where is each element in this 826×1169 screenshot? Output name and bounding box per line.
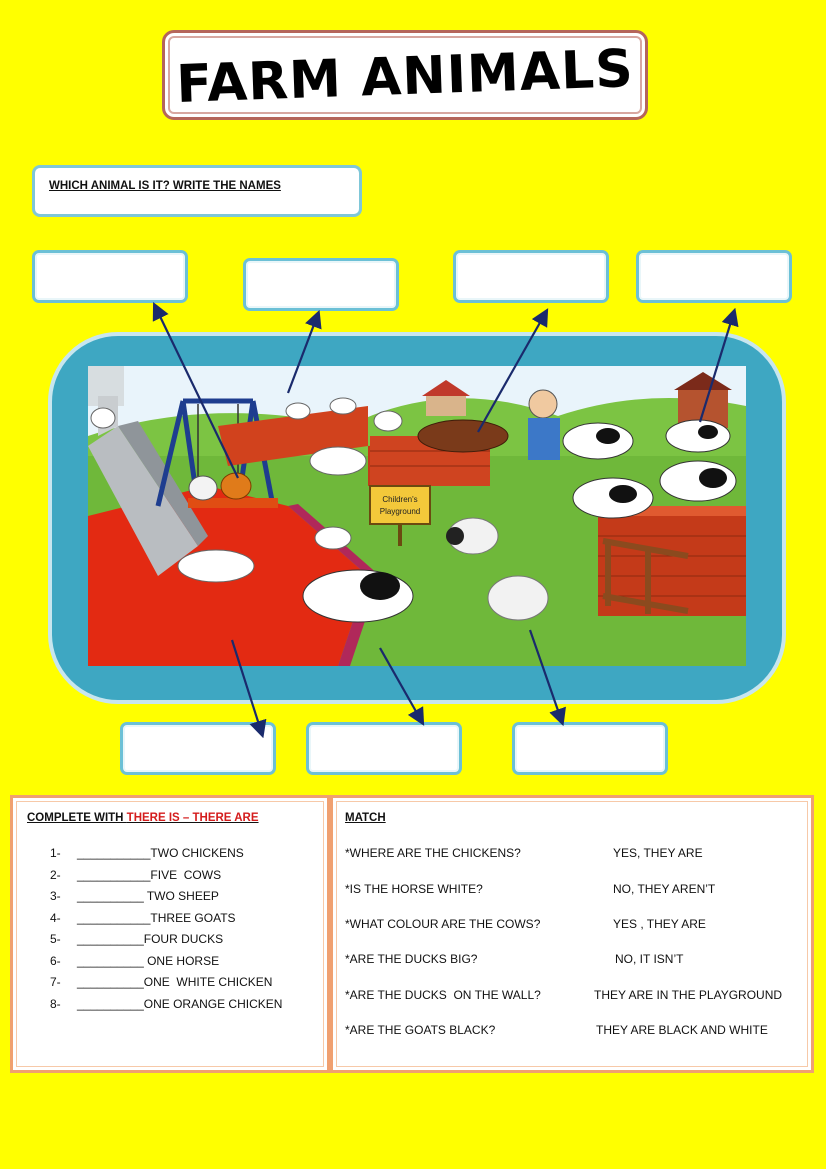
complete-item-text: __________ TWO SHEEP <box>77 889 219 903</box>
complete-item-text: ___________THREE GOATS <box>77 911 236 925</box>
match-question: *WHAT COLOUR ARE THE COWS? <box>345 917 541 931</box>
complete-item-number: 4- <box>50 911 61 925</box>
complete-item-text: __________ ONE HORSE <box>77 954 220 968</box>
match-answer: THEY ARE BLACK AND WHITE <box>596 1023 768 1037</box>
complete-heading <box>27 812 259 824</box>
match-question: *ARE THE DUCKS ON THE WALL? <box>345 988 541 1002</box>
match-panel <box>330 795 814 1073</box>
complete-item-text: __________ONE ORANGE CHICKEN <box>77 997 283 1011</box>
match-answer: YES , THEY ARE <box>613 917 706 931</box>
complete-item-number: 2- <box>50 868 61 882</box>
match-question: *ARE THE GOATS BLACK? <box>345 1023 496 1037</box>
page-title: FARM ANIMALS <box>175 39 635 115</box>
complete-item-text: __________FOUR DUCKS <box>77 932 224 946</box>
complete-heading-red: THERE IS – THERE ARE <box>126 812 259 824</box>
match-heading: MATCH <box>345 812 386 824</box>
complete-item-number: 7- <box>50 975 61 989</box>
sign-line-1: Children's <box>382 495 418 504</box>
complete-item-number: 3- <box>50 889 61 903</box>
complete-item-number: 6- <box>50 954 61 968</box>
instruction-text: WHICH ANIMAL IS IT? WRITE THE NAMES <box>49 180 281 192</box>
match-question: *IS THE HORSE WHITE? <box>345 882 483 896</box>
match-question: *WHERE ARE THE CHICKENS? <box>345 846 521 860</box>
complete-item-text: __________ONE WHITE CHICKEN <box>77 975 273 989</box>
match-answer: YES, THEY ARE <box>613 846 703 860</box>
complete-item-number: 1- <box>50 846 61 860</box>
complete-item-text: ___________TWO CHICKENS <box>77 846 244 860</box>
complete-item-number: 5- <box>50 932 61 946</box>
complete-item-text: ___________FIVE COWS <box>77 868 222 882</box>
match-answer: NO, IT ISN’T <box>615 952 684 966</box>
complete-panel <box>10 795 330 1073</box>
complete-heading-prefix: COMPLETE WITH <box>27 812 127 824</box>
match-answer: THEY ARE IN THE PLAYGROUND <box>594 988 783 1002</box>
complete-item-number: 8- <box>50 997 61 1011</box>
match-question: *ARE THE DUCKS BIG? <box>345 952 478 966</box>
match-answer: NO, THEY AREN’T <box>613 882 716 896</box>
sign-line-2: Playground <box>379 507 421 516</box>
